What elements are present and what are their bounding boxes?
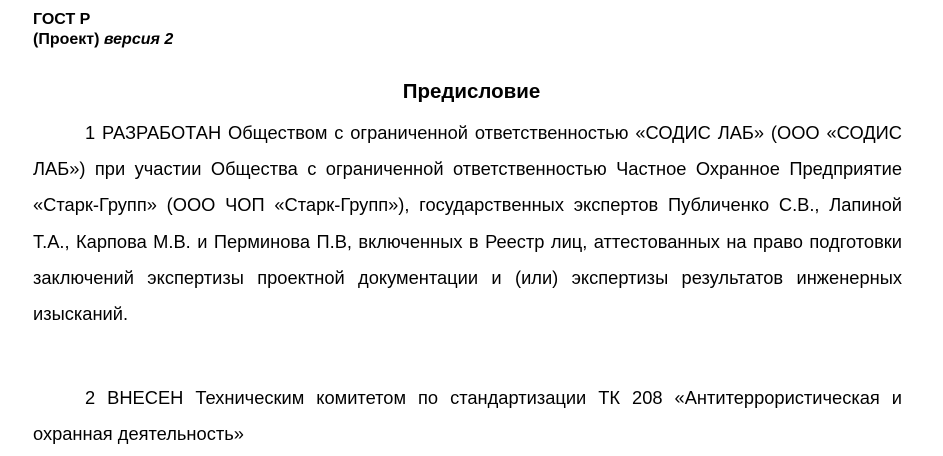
paragraph-developed-by: 1 РАЗРАБОТАН Обществом с ограниченной ответственностью «СОДИС ЛАБ» (ООО «СОДИС ЛАБ») при участии Общества с ограниченной ответственностью Частное Охранное Предприятие «Старк-Групп» (ООО ЧОП «Старк-Групп»), государственных экспертов Публиченко С.В., Лапиной Т.А., Карпова М.В. и Перминова П.В, включенных в Реестр лиц, аттестованных на право подготовки заключений экспертизы проектной документации и (или) экспертизы результатов инженерных изысканий. <box>33 122 902 325</box>
paragraph-introduced-by: 2 ВНЕСЕН Техническим комитетом по стандартизации ТК 208 «Антитеррористическая и охранная деятельность» <box>33 387 902 445</box>
section-heading: Предисловие <box>402 80 541 103</box>
draft-label: (Проект) <box>33 31 104 48</box>
draft-version-line <box>33 30 173 50</box>
version-label: версия 2 <box>103 31 174 48</box>
standard-designation: ГОСТ Р <box>33 11 91 28</box>
document-header <box>33 10 173 50</box>
